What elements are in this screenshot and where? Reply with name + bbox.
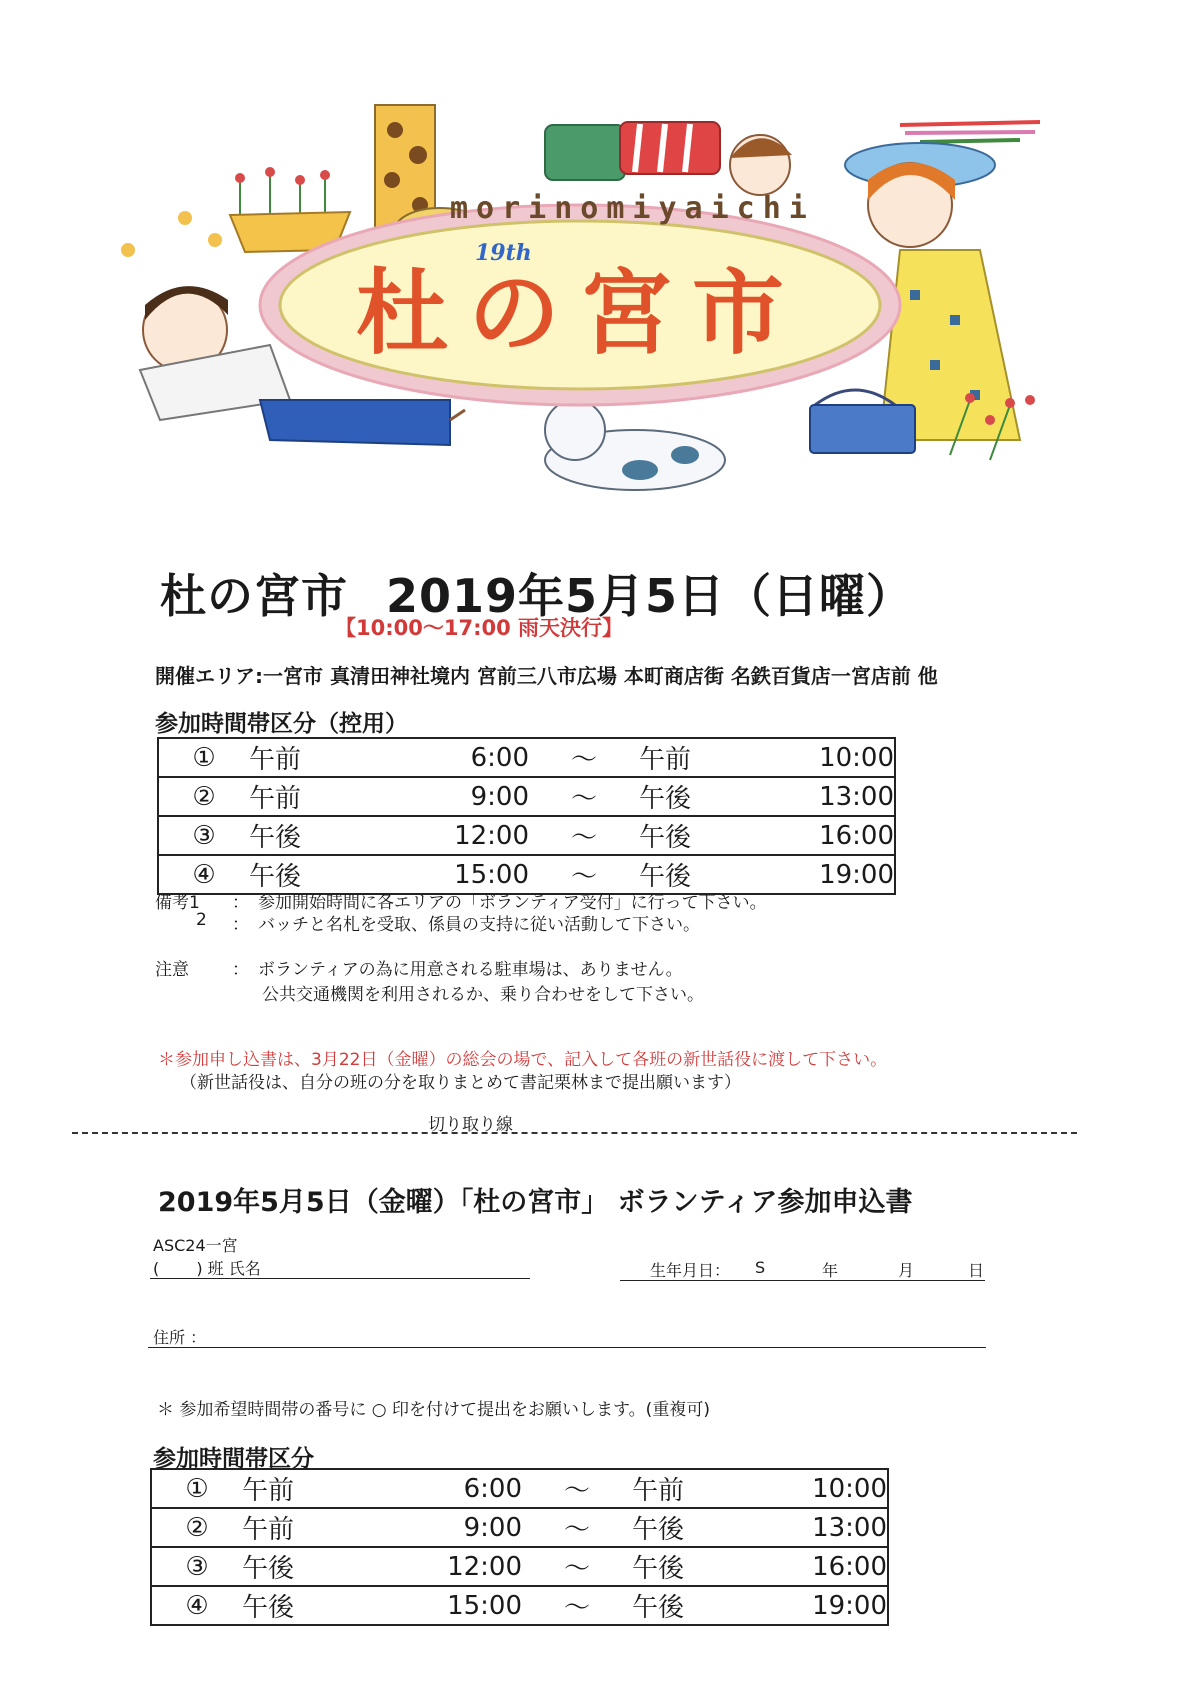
slot-number: ③ bbox=[158, 816, 249, 855]
table-row[interactable] bbox=[151, 1586, 888, 1625]
cut-line-label: 切り取り線 bbox=[428, 1115, 513, 1135]
submit-note: ＊参加申し込書は、3月22日（金曜）の総会の場で、記入して各班の新世話役に渡して下さい。 bbox=[158, 1050, 888, 1070]
group-name-label: ( ) 班 氏名 bbox=[153, 1259, 261, 1278]
remark1-colon: ： bbox=[232, 893, 249, 913]
table-row bbox=[158, 738, 895, 777]
remark2-label: 2 bbox=[196, 910, 207, 930]
remark2-colon: ： bbox=[232, 915, 249, 935]
slot-start-period: 午後 bbox=[249, 816, 359, 855]
slot-start-time: 12:00 bbox=[352, 1547, 522, 1586]
slot-number[interactable]: ① bbox=[185, 1473, 209, 1504]
event-area: 開催エリア:一宮市 真清田神社境内 宮前三八市広場 本町商店街 名鉄百貨店一宮店前 他 bbox=[155, 664, 938, 688]
address-label: 住所 ： bbox=[153, 1328, 207, 1347]
copy-slots-table bbox=[157, 737, 896, 895]
slot-start-period: 午前 bbox=[242, 1508, 352, 1547]
slot-end-period: 午後 bbox=[639, 855, 754, 894]
remark2-text: バッチと名札を受取、係員の支持に従い活動して下さい。 bbox=[258, 915, 700, 935]
slot-tilde: ～ bbox=[522, 1547, 632, 1586]
slot-start-period: 午後 bbox=[249, 855, 359, 894]
ball-decoration bbox=[178, 211, 192, 225]
ball-decoration bbox=[208, 233, 222, 247]
caution-label: 注意 bbox=[155, 960, 189, 980]
birth-year-label: 年 bbox=[822, 1261, 839, 1280]
slot-end-period: 午後 bbox=[632, 1547, 747, 1586]
edition-label: 19th bbox=[475, 240, 532, 266]
cat-illustration bbox=[545, 400, 725, 490]
slot-end-period: 午後 bbox=[632, 1508, 747, 1547]
caution-colon: ： bbox=[232, 960, 249, 980]
slot-start-time: 9:00 bbox=[352, 1508, 522, 1547]
slot-start-period: 午前 bbox=[249, 745, 302, 775]
event-date: 2019年5月5日（日曜） bbox=[386, 569, 914, 623]
birth-label: 生年月日： bbox=[650, 1261, 731, 1280]
slot-start-time: 15:00 bbox=[352, 1586, 522, 1625]
slot-end-time: 19:00 bbox=[747, 1586, 888, 1625]
slot-end-time: 10:00 bbox=[812, 1473, 887, 1504]
birth-day-label: 日 bbox=[968, 1261, 985, 1280]
remark1-text: 参加開始時間に各エリアの「ボランティア受付」に行って下さい。 bbox=[258, 893, 767, 913]
slot-end-time: 13:00 bbox=[747, 1508, 888, 1547]
slot-end-period: 午前 bbox=[639, 745, 692, 775]
slot-tilde: ～ bbox=[522, 1586, 632, 1625]
slot-start-time: 6:00 bbox=[470, 742, 529, 773]
birth-field-line[interactable] bbox=[620, 1280, 985, 1281]
table-row[interactable] bbox=[151, 1469, 888, 1508]
slot-start-period: 午前 bbox=[242, 1476, 295, 1506]
slot-tilde: ～ bbox=[529, 816, 639, 855]
address-field-line[interactable] bbox=[148, 1347, 986, 1348]
slot-start-period: 午後 bbox=[242, 1547, 352, 1586]
submit-subnote: （新世話役は、自分の班の分を取りまとめて書記栗林まで提出願います） bbox=[180, 1073, 741, 1093]
slot-end-period: 午前 bbox=[632, 1476, 685, 1506]
slot-tilde: ～ bbox=[570, 745, 597, 775]
slot-number: ② bbox=[158, 777, 249, 816]
birth-month-label: 月 bbox=[898, 1261, 915, 1280]
slot-end-period: 午後 bbox=[639, 777, 754, 816]
slot-end-time: 19:00 bbox=[754, 855, 895, 894]
flying-girl-illustration bbox=[545, 122, 792, 195]
slot-end-time: 10:00 bbox=[819, 742, 894, 773]
banner-script-title: morinomiyaichi bbox=[450, 191, 815, 226]
table-row bbox=[158, 816, 895, 855]
slot-tilde: ～ bbox=[522, 1508, 632, 1547]
slot-number[interactable]: ④ bbox=[151, 1586, 242, 1625]
slot-end-period: 午後 bbox=[632, 1586, 747, 1625]
pencils-illustration bbox=[900, 122, 1040, 142]
slot-end-time: 16:00 bbox=[747, 1547, 888, 1586]
org-label: ASC24一宮 bbox=[153, 1236, 238, 1255]
cut-line bbox=[72, 1132, 1077, 1134]
table-row bbox=[158, 777, 895, 816]
event-name: 杜の宮市 bbox=[160, 569, 348, 623]
name-field-line[interactable] bbox=[150, 1278, 530, 1279]
form-slots-title: 参加時間帯区分 bbox=[153, 1446, 314, 1472]
caution-text-2: 公共交通機関を利用されるか、乗り合わせをして下さい。 bbox=[262, 985, 704, 1005]
table-row[interactable] bbox=[151, 1508, 888, 1547]
flower-pot-illustration bbox=[230, 167, 350, 252]
slot-number[interactable]: ② bbox=[151, 1508, 242, 1547]
birth-era: S bbox=[755, 1258, 766, 1277]
form-title: 2019年5月5日（金曜）「杜の宮市」 ボランティア参加申込書 bbox=[158, 1187, 913, 1218]
slot-number[interactable]: ③ bbox=[151, 1547, 242, 1586]
form-slots-table bbox=[150, 1468, 889, 1626]
slot-end-time: 13:00 bbox=[754, 777, 895, 816]
slot-end-time: 16:00 bbox=[754, 816, 895, 855]
slot-start-time: 12:00 bbox=[359, 816, 529, 855]
form-instruction: ＊ 参加希望時間帯の番号に ○ 印を付けて提出をお願いします。(重複可) bbox=[157, 1400, 710, 1420]
banner-logo-title: 杜の宮市 bbox=[355, 260, 805, 367]
event-hours: 【10:00～17:00 雨天決行】 bbox=[335, 616, 624, 640]
event-banner-illustration bbox=[120, 100, 1090, 530]
slot-start-period: 午後 bbox=[242, 1586, 352, 1625]
slot-start-time: 6:00 bbox=[463, 1473, 522, 1504]
slot-number: ① bbox=[192, 742, 216, 773]
slot-number: ④ bbox=[158, 855, 249, 894]
copy-slots-title: 参加時間帯区分（控用） bbox=[155, 711, 408, 737]
caution-text-1: ボランティアの為に用意される駐車場は、ありません。 bbox=[258, 960, 683, 980]
slot-tilde: ～ bbox=[529, 855, 639, 894]
ball-decoration bbox=[121, 243, 135, 257]
slot-tilde: ～ bbox=[563, 1476, 590, 1506]
remark1-label: 備考1 bbox=[155, 893, 200, 913]
slot-end-period: 午後 bbox=[639, 816, 754, 855]
slot-tilde: ～ bbox=[529, 777, 639, 816]
slot-start-period: 午前 bbox=[249, 777, 359, 816]
table-row[interactable] bbox=[151, 1547, 888, 1586]
slot-start-time: 15:00 bbox=[359, 855, 529, 894]
slot-start-time: 9:00 bbox=[359, 777, 529, 816]
